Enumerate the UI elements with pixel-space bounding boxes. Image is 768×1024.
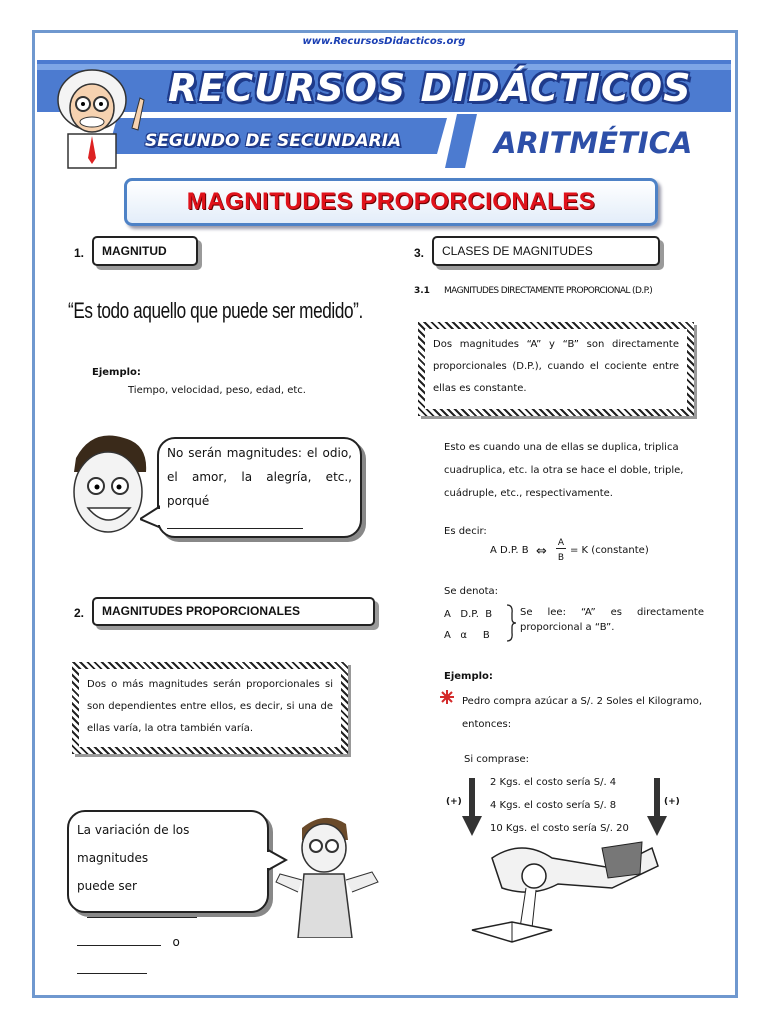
notation-dp: A D.P. B [444,609,493,620]
section1-heading: MAGNITUD [102,244,167,258]
bubble2-blank2 [77,945,161,946]
section2-definition-box [72,662,348,754]
reading-girl-illustration [462,838,662,948]
section2-definition: Dos o más magnitudes serán proporcionales si son dependientes entre ellos, es decir, si una de ellas varía, la otra también varía. [79,669,341,747]
bubble2-line2: puede ser [77,879,137,893]
topic-title-box [124,178,658,226]
se-denota-label: Se denota: [444,586,499,597]
topic-title: MAGNITUDES PROPORCIONALES [186,188,596,215]
example1-text: Tiempo, velocidad, peso, edad, etc. [128,385,306,396]
bubble2-line1: La variación de los magnitudes [77,823,190,865]
section2-heading: MAGNITUDES PROPORCIONALES [102,604,301,618]
si-comprase-label: Si comprase: [464,754,529,765]
cost-row-1: 2 Kgs. el costo sería S/. 4 [490,777,617,788]
plus-left-label: (+) [446,797,462,807]
fraction-denominator: B [557,553,565,563]
example1-label: Ejemplo: [92,367,141,378]
magnitude-definition: “Es todo aquello que puede ser medido”. [68,298,363,323]
bubble1-tail [140,505,166,529]
section3-heading-box [432,236,660,266]
star-bullet-icon [440,690,454,704]
brand-title: RECURSOS DIDÁCTICOS [168,66,692,110]
fraction-numerator: A [557,538,565,548]
section1-number: 1. [74,246,85,260]
section3-heading: CLASES DE MAGNITUDES [442,244,593,258]
speech-bubble-1 [157,437,362,538]
dp-definition: Dos magnitudes “A” y “B” son directamente proporcionales (D.P.), cuando el cociente entre ellas es constante. [425,329,687,409]
notation-alpha: A α B [444,630,490,641]
plus-right-label: (+) [664,797,680,807]
boy-illustration [62,428,154,548]
site-url[interactable]: www.RecursosDidacticos.org [302,36,466,47]
brace-icon [505,603,517,643]
section3-number: 3. [414,246,425,260]
teacher-illustration [272,810,390,938]
cost-row-3: 10 Kgs. el costo sería S/. 20 [490,823,629,834]
section2-number: 2. [74,606,85,620]
dp-definition-box [418,322,694,416]
cost-row-2: 4 Kgs. el costo sería S/. 8 [490,800,617,811]
bubble1-text: No serán magnitudes: el odio, el amor, la alegría, etc., porqué [167,446,352,508]
grade-label: SEGUNDO DE SECUNDARIA [145,131,402,151]
bubble2-or: o [172,935,180,949]
double-arrow-icon: ⇔ [536,544,547,559]
section2-heading-box [92,597,375,626]
example3-label: Ejemplo: [444,671,493,682]
dp-explanation: Esto es cuando una de ellas se duplica, triplica cuadruplica, etc. la otra se hace el doble, triple, cuádruple, etc., respectivamente. [444,442,684,499]
formula-left: A D.P. B [490,545,529,556]
bubble2-blank1 [87,917,197,918]
bubble2-blank3 [77,973,147,974]
arrow-down-left-icon [462,778,482,836]
es-decir-label: Es decir: [444,526,487,537]
formula-right: = K (constante) [570,545,649,556]
bubble1-blank [167,528,303,529]
subject-label: ARITMÉTICA [494,126,693,160]
subsection-number: 3.1 [414,286,430,296]
speech-bubble-2 [67,810,269,949]
example3-text: Pedro compra azúcar a S/. 2 Soles el Kilogramo, entonces: [462,696,702,730]
arrow-down-right-icon [647,778,667,836]
section1-heading-box [92,236,198,266]
subsection-heading: MAGNITUDES DIRECTAMENTE PROPORCIONAL (D.P.) [444,286,653,296]
professor-illustration [40,58,152,170]
se-lee-text: Se lee: “A” es directamente proporcional a “B”. [520,607,704,633]
